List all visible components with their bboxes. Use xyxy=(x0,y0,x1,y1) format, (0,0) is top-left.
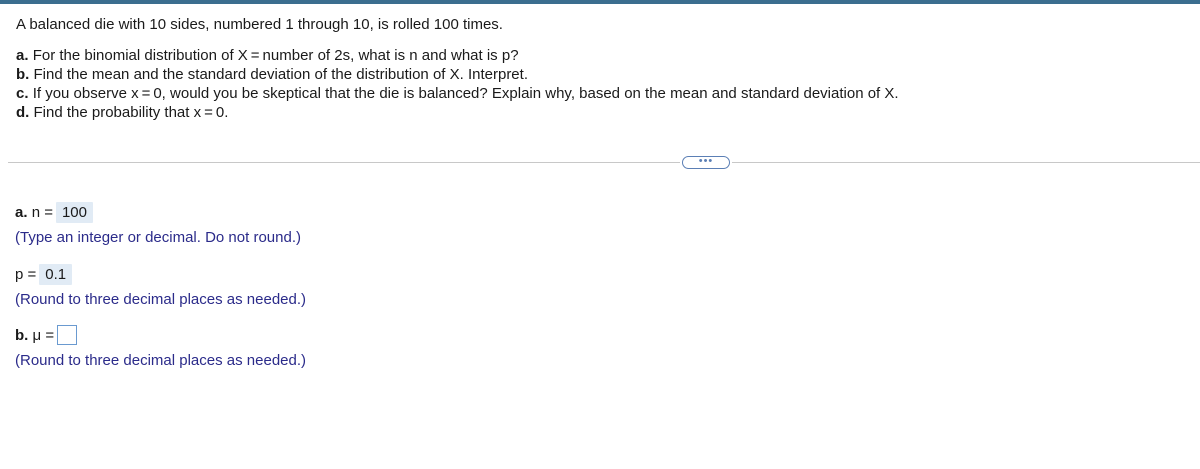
part-d-text: Find the probability that x = 0. xyxy=(33,104,229,121)
question-part-b xyxy=(16,65,899,84)
answer-a-label: a. xyxy=(15,204,28,221)
n-hint: (Type an integer or decimal. Do not round.) xyxy=(15,229,301,246)
section-divider-left xyxy=(8,162,680,163)
expand-more-button[interactable] xyxy=(682,156,730,169)
question-block xyxy=(16,15,899,122)
section-divider-right xyxy=(732,162,1200,163)
part-c-text: If you observe x = 0, would you be skeptical that the die is balanced? Explain why, based on the mean and standard deviation of X. xyxy=(32,85,899,102)
question-intro: A balanced die with 10 sides, numbered 1 through 10, is rolled 100 times. xyxy=(16,16,503,33)
mu-hint: (Round to three decimal places as needed.) xyxy=(15,352,307,369)
part-d-label: d. xyxy=(16,104,30,121)
answer-p-row xyxy=(15,264,72,285)
answer-n-row xyxy=(15,202,93,223)
part-c-label: c. xyxy=(16,85,29,102)
p-answer-field[interactable]: 0.1 xyxy=(39,264,72,285)
part-a-label: a. xyxy=(16,47,29,64)
part-b-text: Find the mean and the standard deviation of the distribution of X. Interpret. xyxy=(33,66,528,83)
answer-mu-row xyxy=(15,326,77,345)
mu-input[interactable] xyxy=(57,325,77,345)
mu-label: μ = xyxy=(32,327,55,344)
ellipsis-icon: ••• xyxy=(698,155,714,167)
p-label: p = xyxy=(15,266,37,283)
answer-b-label: b. xyxy=(15,327,29,344)
n-label: n = xyxy=(31,204,53,221)
part-a-text: For the binomial distribution of X = number of 2s, what is n and what is p? xyxy=(32,47,519,64)
question-part-a xyxy=(16,46,899,65)
n-answer-field[interactable]: 100 xyxy=(56,202,93,223)
question-part-c xyxy=(16,84,899,103)
part-b-label: b. xyxy=(16,66,30,83)
p-hint: (Round to three decimal places as needed.) xyxy=(15,291,307,308)
top-accent-bar xyxy=(0,0,1200,4)
question-part-d xyxy=(16,103,899,122)
